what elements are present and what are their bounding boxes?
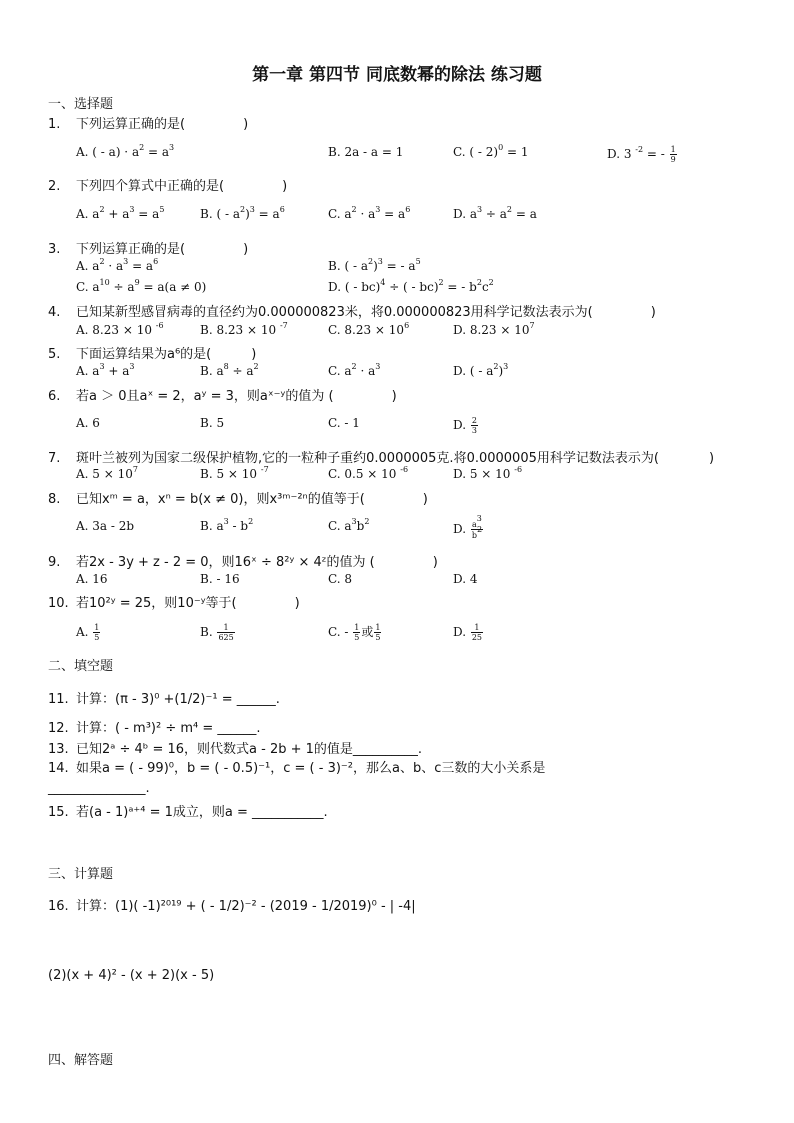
option-a: A. 6 [76, 416, 100, 430]
option-d: D. $\frac{a^3}{b^2}$ [453, 514, 483, 540]
question-16: 16. 计算：(1)( -1)²⁰¹⁹ + ( - 1/2)⁻² - (2019 - 1/2019)⁰ - | -4| [48, 899, 416, 914]
question-3-options-row1 [76, 259, 776, 279]
question-1-options [76, 145, 776, 165]
option-d: D. $8.23 \times 10^7$ [453, 321, 535, 337]
option-b: B. $a^3 - b^2$ [200, 517, 254, 533]
question-11: 11. 计算：(π - 3)⁰ +(1/2)⁻¹ = ______. [48, 692, 280, 707]
question-2: 2. 下列四个算式中正确的是( ) [48, 179, 288, 194]
option-d: D. $a^3 \div a^2 = a$ [453, 205, 537, 221]
option-d: D. ( - $a^2)^3$ [453, 362, 509, 378]
option-b: B. ( - $a^2)^3$ = - $a^5$ [328, 257, 421, 273]
question-3-options-row2 [76, 280, 776, 300]
option-b: B. 8.23 × 10 $^{-7}$ [200, 321, 288, 337]
option-a: A. $\frac{1}{5}$ [76, 623, 100, 642]
option-d: D. $\frac{1}{25}$ [453, 623, 483, 642]
option-b: B. 5 × 10 $^{-7}$ [200, 465, 269, 481]
option-c: C. - 1 [328, 416, 360, 430]
question-7-options [76, 467, 776, 487]
question-4-options [76, 323, 776, 343]
option-d: D. 3 $^{-2}$ = - $\frac{1}{9}$ [607, 145, 676, 164]
question-10-options [76, 623, 776, 643]
option-a: A. ( - $a) \cdot a^2 = a^3$ [76, 143, 175, 159]
option-c: C. $8.23 \times 10^6$ [328, 321, 410, 337]
section-heading-calc: 三、计算题 [48, 867, 114, 882]
option-a: A. $5 \times 10^7$ [76, 465, 138, 481]
question-stem: 下列运算正确的是( [76, 117, 186, 132]
question-10: 10. 若10²ʸ = 25，则10⁻ʸ等于( ) [48, 596, 300, 611]
section-heading-answer: 四、解答题 [48, 1053, 114, 1068]
question-6-options [76, 416, 776, 436]
option-d: D. $\frac{2}{3}$ [453, 416, 477, 435]
question-6: 6. 若a ＞ 0且aˣ = 2，aʸ = 3，则aˣ⁻ʸ的值为 ( ) [48, 389, 397, 404]
option-c: C. 0.5 × 10 $^{-6}$ [328, 465, 409, 481]
option-c: C. ( - 2)$^0$ = 1 [453, 143, 529, 159]
question-8: 8. 已知xᵐ = a，xⁿ = b(x ≠ 0)，则x³ᵐ⁻²ⁿ的值等于( ) [48, 492, 428, 507]
question-1: 1. 下列运算正确的是( ) [48, 117, 249, 132]
option-b: B. $a^8 \div a^2$ [200, 362, 259, 378]
option-c: C. $a^2 \cdot a^3 = a^6$ [328, 205, 411, 221]
option-c: C. $a^{10} \div a^9 = a(a \ne 0)$ [76, 278, 207, 294]
option-c: C. - $\frac{1}{5}$ 或 $\frac{1}{5}$ [328, 623, 381, 642]
question-3: 3. 下列运算正确的是( ) [48, 242, 249, 257]
option-a: A. $a^2 \cdot a^3 = a^6$ [76, 257, 159, 273]
option-a: A. 16 [76, 572, 108, 586]
option-c: C. $a^3b^2$ [328, 517, 370, 533]
question-2-options [76, 207, 776, 227]
question-5: 5. 下面运算结果为a⁶的是( ) [48, 347, 257, 362]
question-number: 1. [48, 117, 61, 132]
question-16-part-1: 计算：(1)( -1)²⁰¹⁹ + ( - 1/2)⁻² - (2019 - 1/2019)⁰ - | -4| [76, 899, 416, 914]
question-12: 12. 计算：( - m³)² ÷ m⁴ = ______. [48, 721, 261, 736]
option-a: A. 8.23 × 10 $^{-6}$ [76, 321, 164, 337]
question-9: 9. 若2x - 3y + z - 2 = 0，则16ˣ ÷ 8²ʸ × 4ᶻ的值为 ( ) [48, 555, 438, 570]
question-8-options [76, 514, 776, 540]
question-14: 14. 如果a = ( - 99)⁰，b = ( - 0.5)⁻¹，c = ( - 3)⁻²，那么a、b、c三数的大小关系是_______________. [48, 761, 546, 796]
option-a: A. $a^3 + a^3$ [76, 362, 135, 378]
section-heading-fill: 二、填空题 [48, 659, 114, 674]
question-15: 15. 若(a - 1)ᵃ⁺⁴ = 1成立，则a = ___________. [48, 805, 328, 820]
option-d: D. ( - bc)$^4$ ÷ ( - bc)$^2$ = - $b^2c^2$ [328, 278, 494, 294]
option-b: B. ( - $a^2)^3 = a^6$ [200, 205, 285, 221]
option-c: C. $a^2 \cdot a^3$ [328, 362, 381, 378]
option-a: A. $a^2 + a^3 = a^5$ [76, 205, 165, 221]
question-5-options [76, 364, 776, 384]
option-c: C. 8 [328, 572, 353, 586]
option-b: B. $\frac{1}{625}$ [200, 623, 234, 642]
question-4: 4. 已知某新型感冒病毒的直径约为0.000000823米，将0.000000823用科学记数法表示为( ) [48, 305, 656, 320]
option-b: B. 2a - a = 1 [328, 145, 404, 159]
option-d: D. 5 × 10 $^{-6}$ [453, 465, 523, 481]
section-heading-choice: 一、选择题 [48, 97, 114, 112]
option-b: B. - 16 [200, 572, 240, 586]
question-13: 13. 已知2ᵃ ÷ 4ᵇ = 16，则代数式a - 2b + 1的值是__________. [48, 742, 423, 757]
question-9-options [76, 572, 776, 592]
option-b: B. 5 [200, 416, 225, 430]
option-d: D. 4 [453, 572, 478, 586]
question-7: 7. 斑叶兰被列为国家二级保护植物,它的一粒种子重约0.0000005克.将0.0000005用科学记数法表示为( ) [48, 451, 715, 466]
page-title: 第一章 第四节 同底数幂的除法 练习题 [252, 65, 542, 85]
question-16-part-2: (2)(x + 4)² - (x + 2)(x - 5) [48, 968, 215, 983]
option-a: A. 3a - 2b [76, 519, 135, 533]
